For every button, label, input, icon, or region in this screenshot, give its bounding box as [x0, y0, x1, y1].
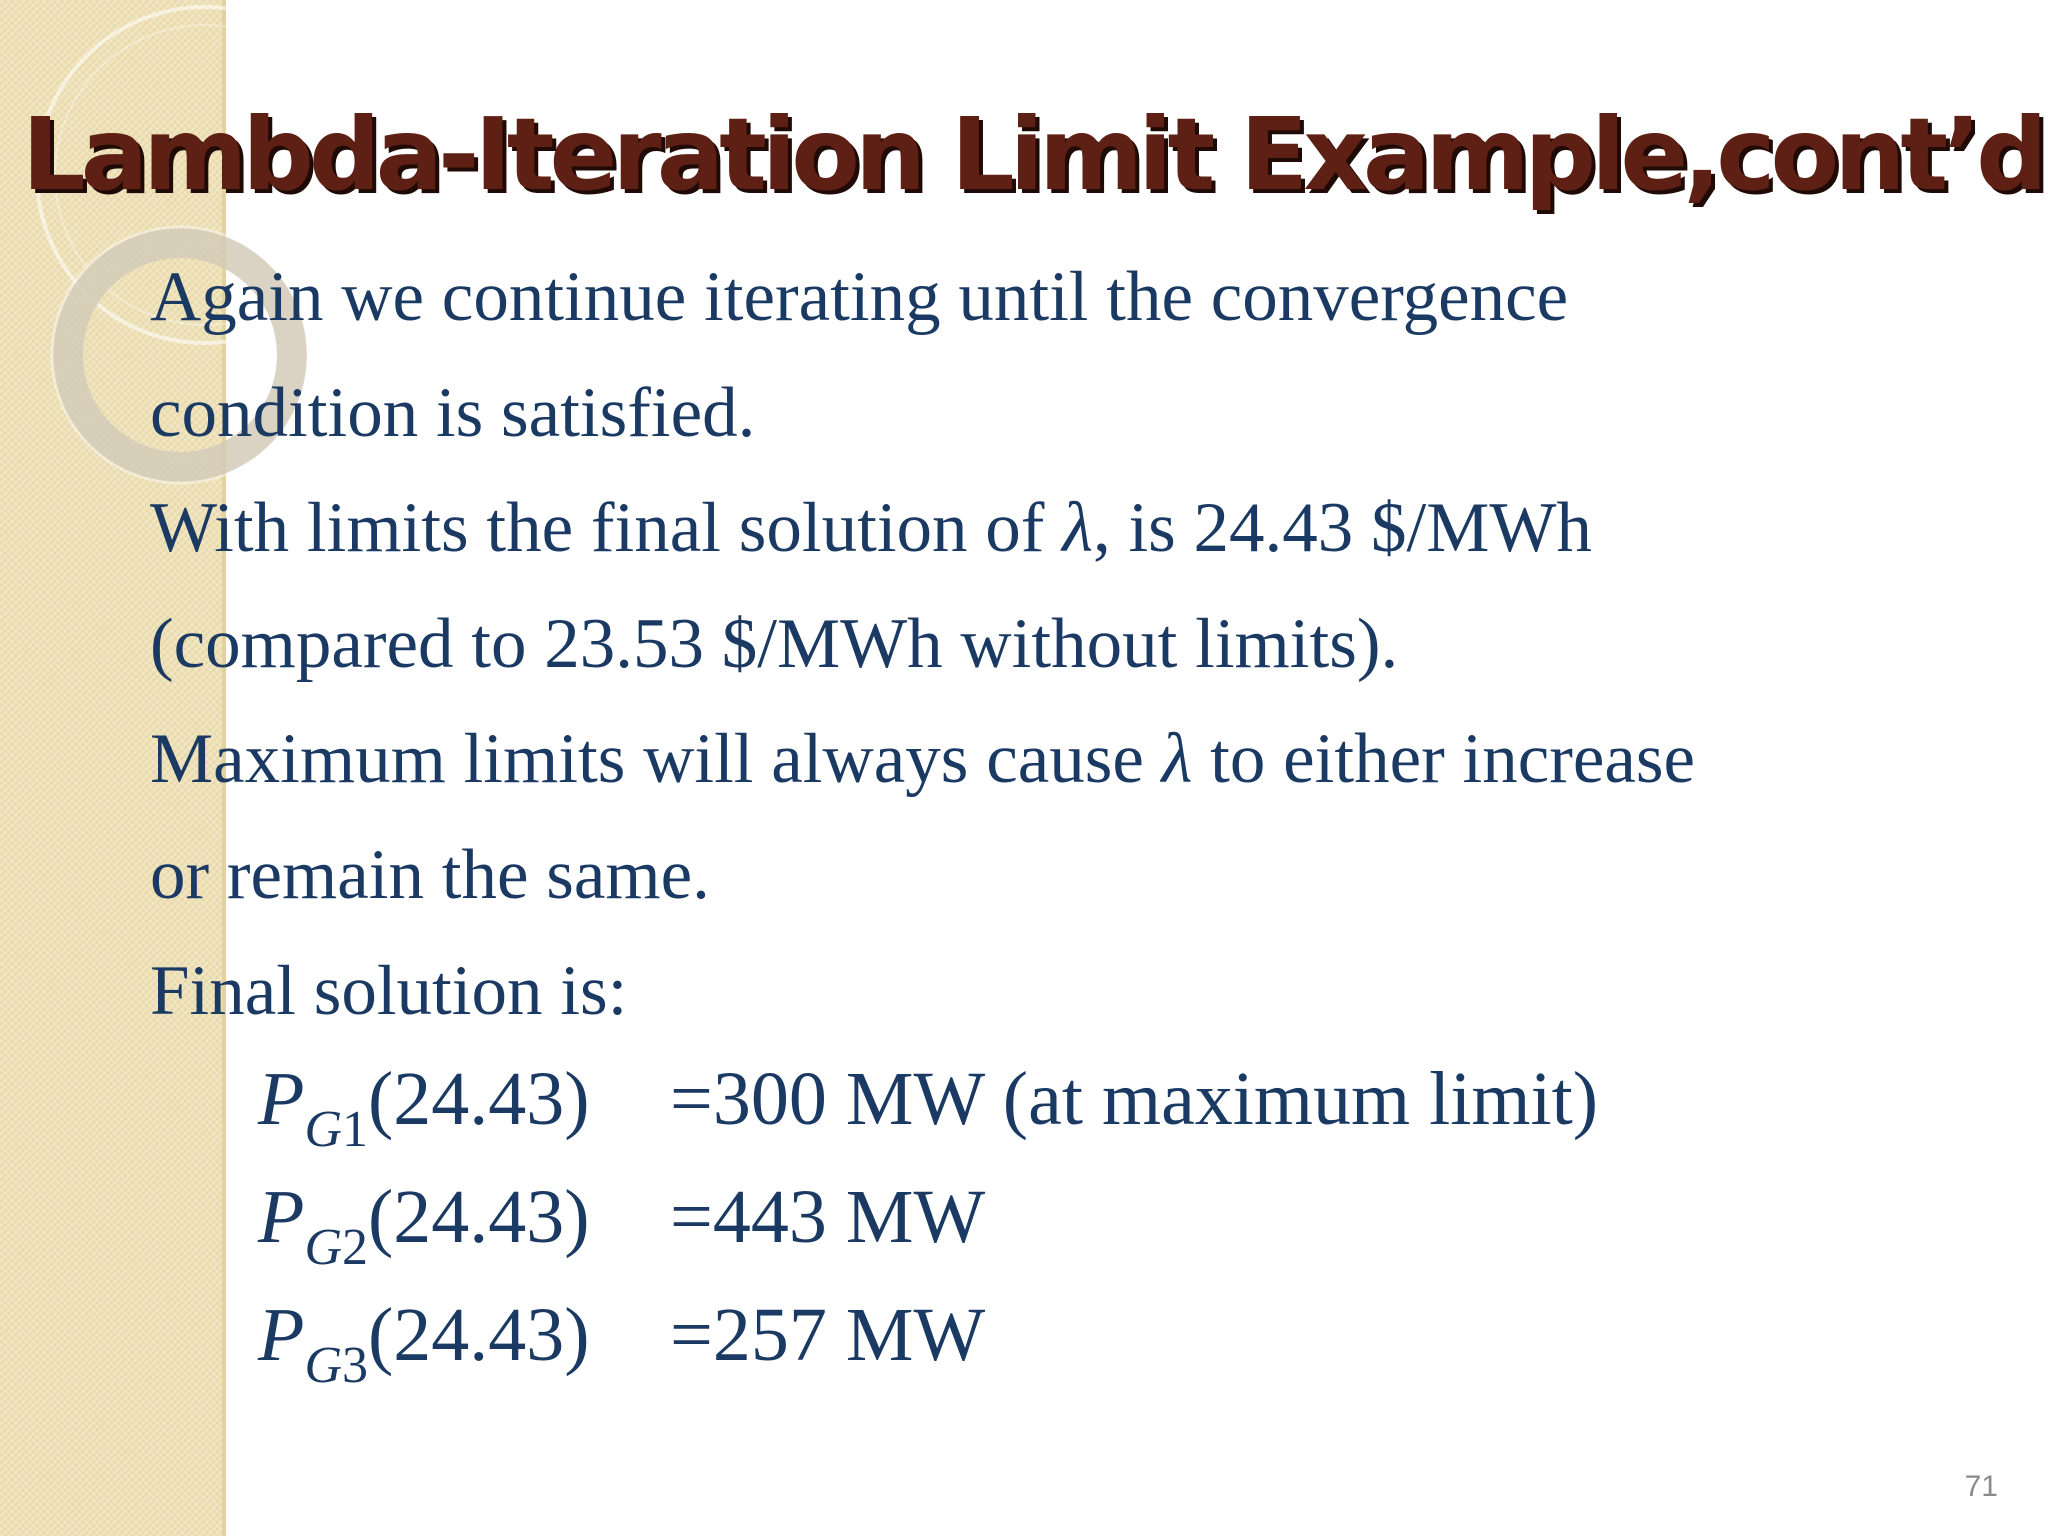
equation-lhs: [258, 1040, 590, 1167]
equation-rhs: =300 MW (at maximum limit): [670, 1057, 1599, 1141]
equation-subscript: [304, 1337, 368, 1394]
equation-rhs: =443 MW: [670, 1175, 986, 1259]
body-line: Final solution is:: [150, 951, 628, 1030]
subscript-letter: G: [304, 1219, 342, 1276]
body-line: [150, 471, 2000, 587]
body-text: [150, 240, 2000, 1049]
page-number: 71: [1964, 1470, 1998, 1503]
equation-rhs: =257 MW: [670, 1293, 986, 1377]
subscript-letter: G: [304, 1337, 342, 1394]
body-line-text: With limits the final solution of: [150, 489, 1063, 568]
body-line: Again we continue iterating until the convergence: [150, 258, 1569, 336]
solution-equations: [258, 1040, 1958, 1394]
equation-row: [258, 1276, 1958, 1394]
lambda-symbol: λ: [1161, 720, 1193, 799]
equation-symbol: P: [258, 1293, 305, 1377]
lambda-symbol: λ: [1062, 489, 1093, 568]
subscript-number: 1: [342, 1101, 368, 1158]
subscript-letter: G: [304, 1101, 342, 1158]
body-line: or remain the same.: [150, 835, 710, 914]
body-line-text: , is 24.43 $/MWh: [1092, 489, 1592, 568]
body-line: condition is satisfied.: [150, 373, 756, 452]
body-line-text: Maximum limits will always cause: [150, 720, 1162, 799]
equation-argument: (24.43): [368, 1057, 590, 1141]
equation-argument: (24.43): [368, 1175, 590, 1259]
body-line: [150, 702, 2000, 818]
equation-symbol: P: [258, 1175, 305, 1259]
slide-title: Lambda-Iteration Limit Example,cont’d: [22, 96, 2043, 213]
equation-lhs: [258, 1276, 590, 1403]
body-line: (compared to 23.53 $/MWh without limits).: [150, 604, 1399, 683]
equation-row: [258, 1158, 1958, 1276]
equation-symbol: P: [258, 1057, 305, 1141]
equation-row: [258, 1040, 1958, 1158]
subscript-number: 2: [342, 1219, 368, 1276]
subscript-number: 3: [342, 1337, 368, 1394]
equation-argument: (24.43): [368, 1293, 590, 1377]
equation-subscript: [304, 1101, 368, 1158]
body-line-text: to either increase: [1192, 720, 1696, 799]
equation-lhs: [258, 1158, 590, 1285]
equation-subscript: [304, 1219, 368, 1276]
